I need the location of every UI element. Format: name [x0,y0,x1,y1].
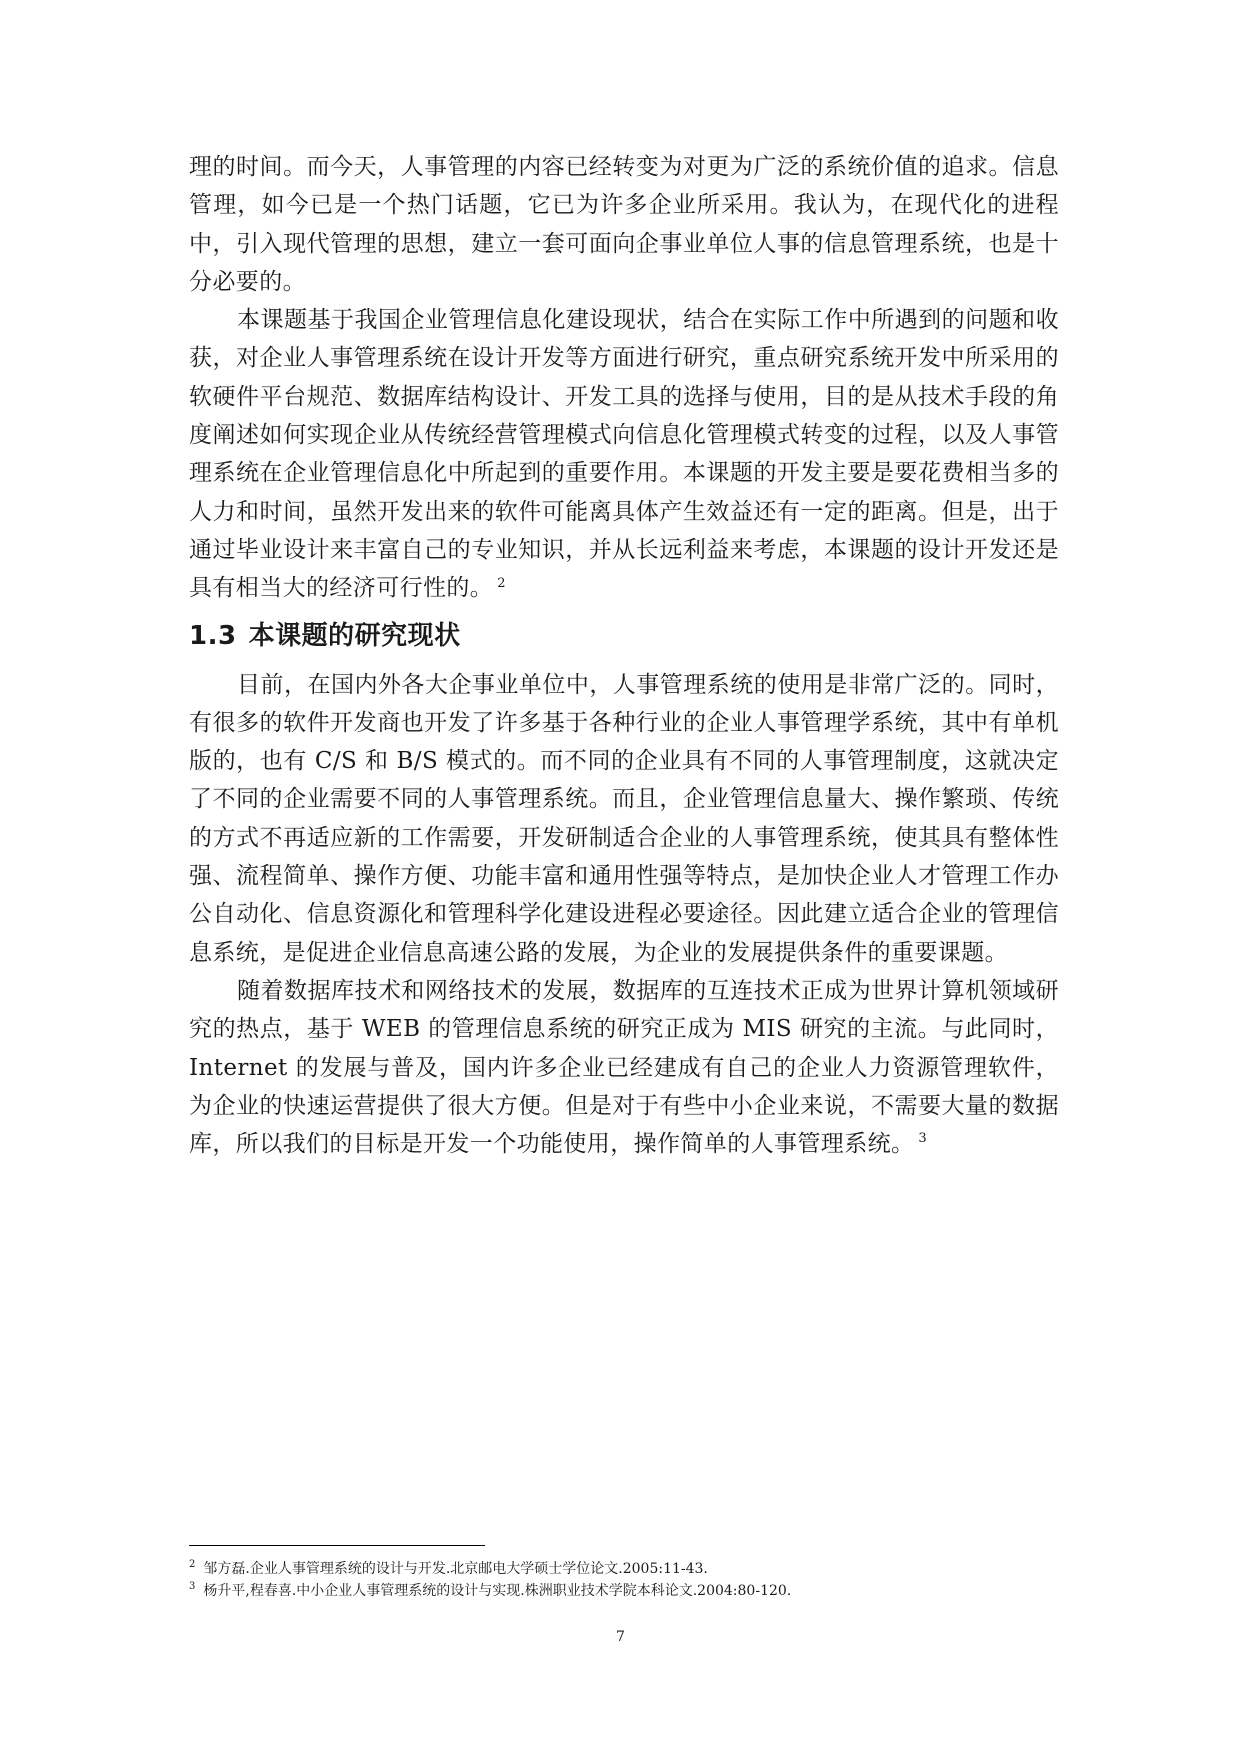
footnote-reference-3[interactable]: 3 [918,1131,928,1147]
section-title: 本课题的研究现状 [248,620,461,651]
document-body [189,148,1059,1163]
paragraph-1-text: 理的时间。而今天，人事管理的内容已经转变为对更为广泛的系统价值的追求。信息管理，如今已是一个热门话题，它已为许多企业所采用。我认为，在现代化的进程中，引入现代管理的思想，建立一套可面向企事业单位人事的信息管理系统，也是十分必要的。 [189,154,1059,295]
footnotes [189,1558,1089,1602]
paragraph-4-text: 随着数据库技术和网络技术的发展，数据库的互连技术正成为世界计算机领域研究的热点，基于 WEB 的管理信息系统的研究正成为 MIS 研究的主流。与此同时，Internet 的发展与普及，国内许多企业已经建成有自己的企业人力资源管理软件，为企业的快速运营提供了很大方便。但是对于有些中小企业来说，不需要大量的数据库，所以我们的目标是开发一个功能使用，操作简单的人事管理系统。 [189,977,1059,1158]
paragraph-3-text: 目前，在国内外各大企事业单位中，人事管理系统的使用是非常广泛的。同时，有很多的软件开发商也开发了许多基于各种行业的企业人事管理学系统，其中有单机版的，也有 C/S 和 B/S 模式的。而不同的企业具有不同的人事管理制度，这就决定了不同的企业需要不同的人事管理系统。而且，企业管理信息量大、操作繁琐、传统的方式不再适应新的工作需要，开发研制适合企业的人事管理系统，使其具有整体性强、流程简单、操作方便、功能丰富和通用性强等特点，是加快企业人才管理工作办公自动化、信息资源化和管理科学化建设进程必要途径。因此建立适合企业的管理信息系统，是促进企业信息高速公路的发展，为企业的发展提供条件的重要课题。 [189,671,1059,966]
footnote-item [189,1580,1089,1602]
footnote-text: 杨升平,程春喜.中小企业人事管理系统的设计与实现.株洲职业技术学院本科论文.2004:80-120. [203,1583,792,1599]
footnote-reference-2[interactable]: 2 [497,575,506,591]
section-number: 1.3 [189,620,237,651]
section-heading [189,616,1059,656]
footnote-mark: 3 [189,1581,196,1593]
body-paragraph-2 [189,301,1059,607]
footnote-text: 邹方磊.企业人事管理系统的设计与开发.北京邮电大学硕士学位论文.2005:11-43. [203,1561,708,1577]
body-paragraph-4 [189,972,1059,1163]
body-paragraph-1 [189,148,1059,301]
page-number: 7 [616,1629,625,1645]
footnote-mark: 2 [189,1559,196,1571]
body-paragraph-3 [189,666,1059,972]
footnote-separator [189,1545,485,1546]
footnote-item [189,1558,1089,1580]
paragraph-2-text: 本课题基于我国企业管理信息化建设现状，结合在实际工作中所遇到的问题和收获，对企业人事管理系统在设计开发等方面进行研究，重点研究系统开发中所采用的软硬件平台规范、数据库结构设计、开发工具的选择与使用，目的是从技术手段的角度阐述如何实现企业从传统经营管理模式向信息化管理模式转变的过程，以及人事管理系统在企业管理信息化中所起到的重要作用。本课题的开发主要是要花费相当多的人力和时间，虽然开发出来的软件可能离具体产生效益还有一定的距离。但是，出于通过毕业设计来丰富自己的专业知识，并从长远利益来考虑，本课题的设计开发还是具有相当大的经济可行性的。 [189,307,1059,602]
